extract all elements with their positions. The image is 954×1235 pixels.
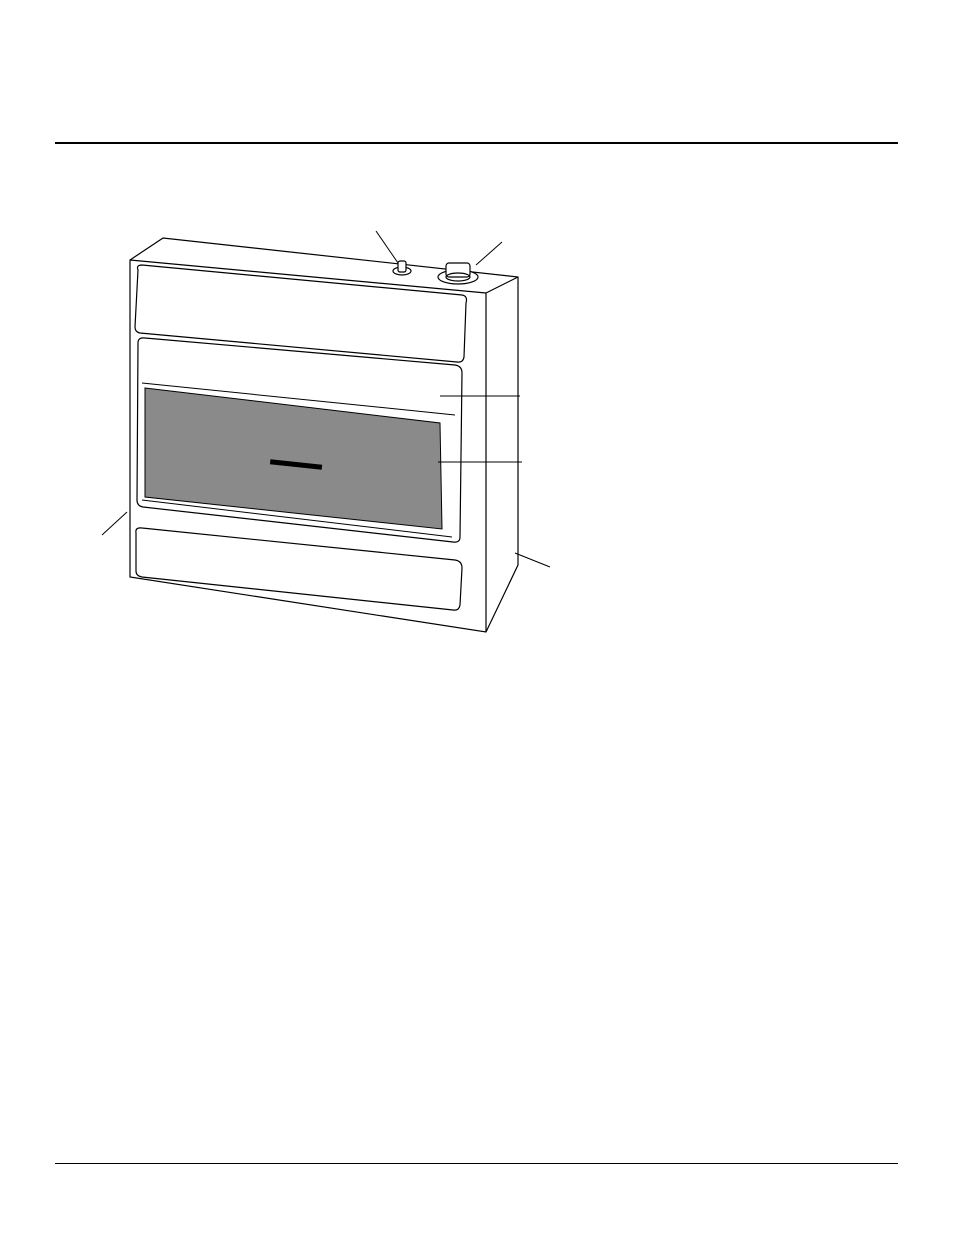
leader-igniter	[376, 231, 398, 263]
leader-control	[476, 242, 502, 265]
heading-product-identification	[57, 158, 357, 186]
header-rule	[55, 142, 898, 144]
heading-product-features	[633, 158, 893, 186]
heater-illustration	[100, 225, 555, 635]
leader-cabinet-right	[515, 553, 550, 567]
leader-cabinet-left	[102, 512, 127, 535]
footer-rule	[55, 1163, 898, 1164]
igniter-button	[398, 261, 406, 272]
control-knob	[446, 263, 470, 277]
